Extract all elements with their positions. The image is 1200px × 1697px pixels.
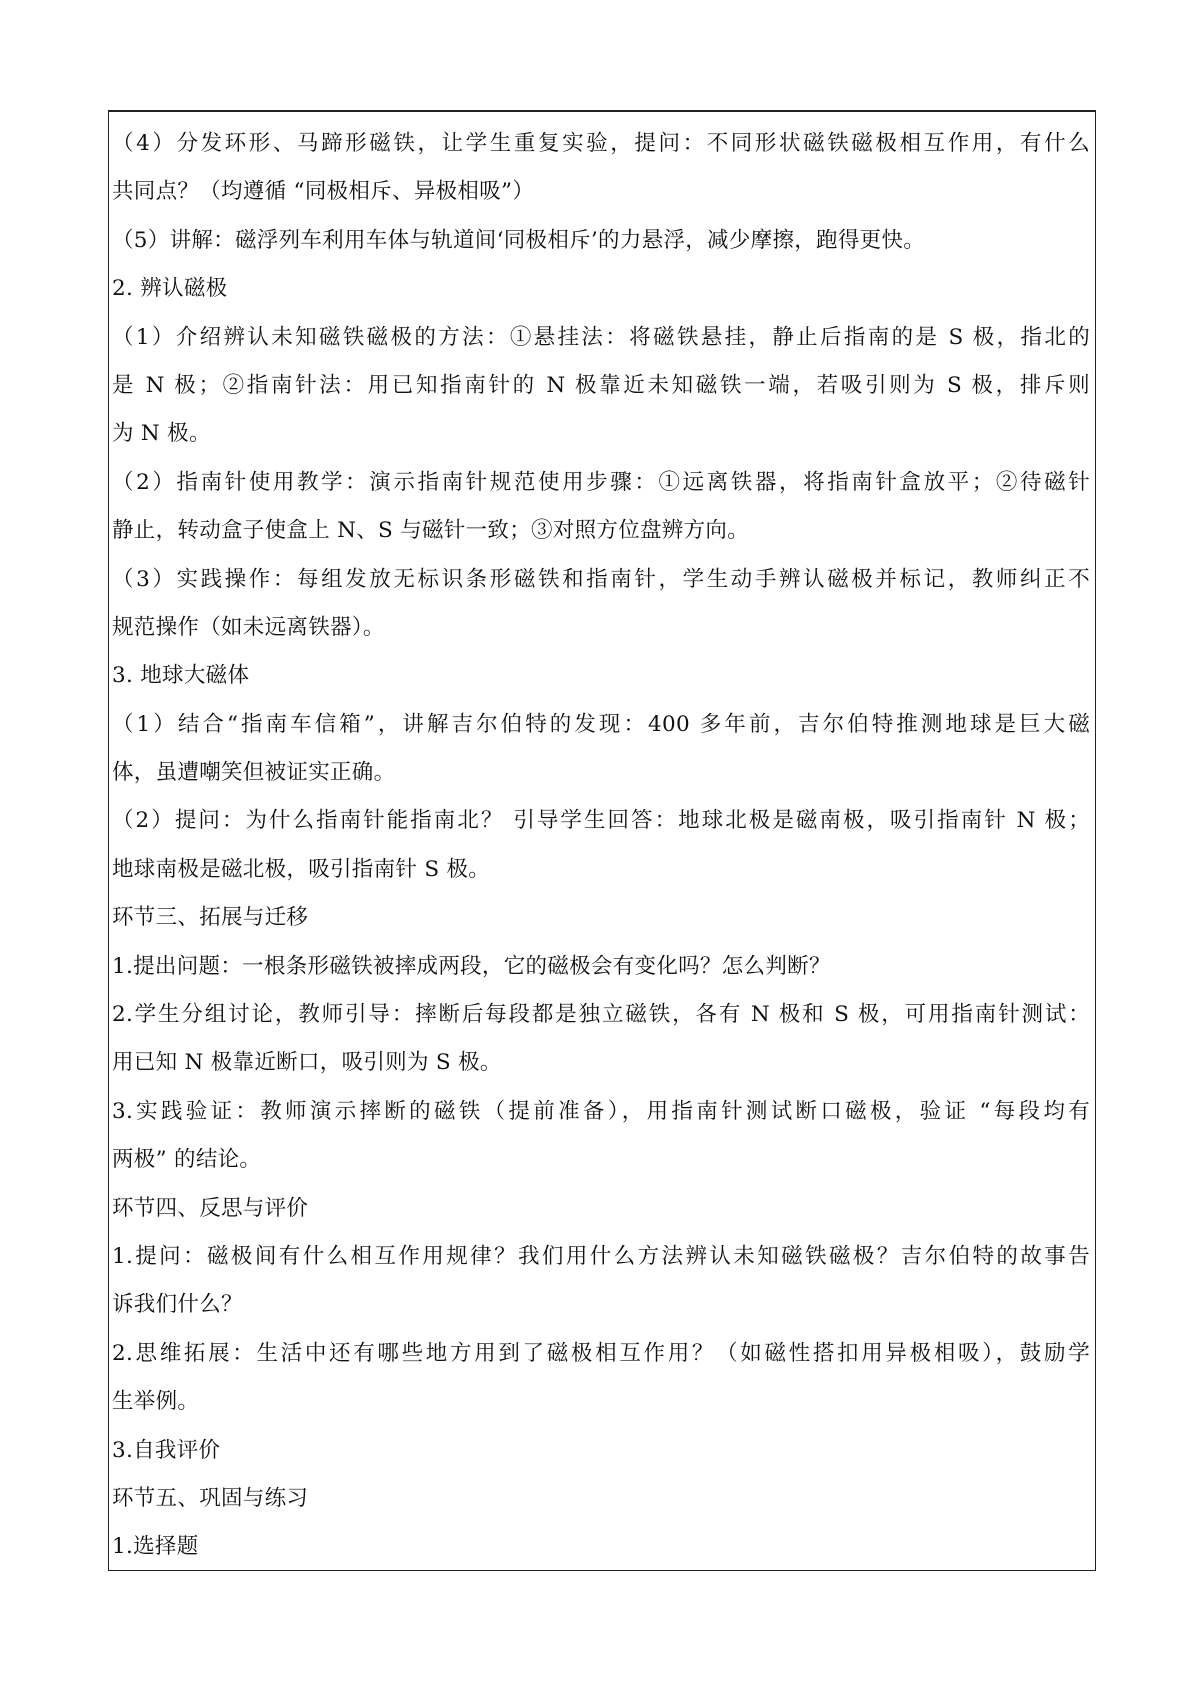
text-line: 3. 地球大磁体 [112,663,250,689]
text-line: 环节四、反思与评价 [112,1195,309,1221]
text-line: （1）介绍辨认未知磁铁磁极的方法：①悬挂法：将磁铁悬挂，静止后指南的是 S 极，指北的 [112,324,1090,350]
text-line: 体，虽遭嘲笑但被证实正确。 [112,760,396,786]
text-line: 2.思维拓展：生活中还有哪些地方用到了磁极相互作用？（如磁性搭扣用异极相吸），鼓励学 [112,1340,1090,1366]
text-line: 诉我们什么？ [112,1292,243,1318]
text-line: 3.实践验证：教师演示摔断的磁铁（提前准备），用指南针测试断口磁极，验证 “每段均有 [112,1098,1090,1124]
text-line: 1.提问：磁极间有什么相互作用规律？我们用什么方法辨认未知磁铁磁极？吉尔伯特的故事告 [112,1243,1090,1269]
text-line: 地球南极是磁北极，吸引指南针 S 极。 [112,856,491,882]
text-line: 共同点？（均遵循 “同极相斥、异极相吸”） [112,179,535,205]
text-line: （1）结合“指南车信箱”，讲解吉尔伯特的发现：400 多年前，吉尔伯特推测地球是巨大磁 [112,711,1090,737]
text-line: 1.提出问题：一根条形磁铁被摔成两段，它的磁极会有变化吗？怎么判断？ [112,953,831,979]
text-line: 2.学生分组讨论，教师引导：摔断后每段都是独立磁铁，各有 N 极和 S 极，可用指南针测试： [112,1002,1090,1028]
text-line: 为 N 极。 [112,421,211,447]
text-line: 3.自我评价 [112,1437,221,1463]
text-line: 规范操作（如未远离铁器）。 [112,614,385,640]
text-line: 静止，转动盒子使盒上 N、S 与磁针一致；③对照方位盘辨方向。 [112,518,750,544]
text-line: 环节五、巩固与练习 [112,1485,309,1511]
text-line: 生举例。 [112,1389,200,1415]
text-line: （2）指南针使用教学：演示指南针规范使用步骤：①远离铁器，将指南针盒放平；②待磁针 [112,469,1090,495]
text-line: （4）分发环形、马蹄形磁铁，让学生重复实验，提问：不同形状磁铁磁极相互作用，有什么 [112,131,1090,156]
text-line: （5）讲解：磁浮列车利用车体与轨道间‘同极相斥’的力悬浮，减少摩擦，跑得更快。 [112,227,926,253]
text-line: 环节三、拓展与迁移 [112,905,309,931]
text-line: （2）提问：为什么指南针能指南北？ 引导学生回答：地球北极是磁南极，吸引指南针 N 极； [112,808,1090,834]
lesson-plan-table-cell [108,110,1096,1571]
text-line: （3）实践操作：每组发放无标识条形磁铁和指南针，学生动手辨认磁极并标记，教师纠正不 [112,566,1090,592]
text-line: 1.选择题 [112,1534,199,1560]
text-line: 2. 辨认磁极 [112,276,228,302]
text-line: 是 N 极；②指南针法：用已知指南针的 N 极靠近未知磁铁一端，若吸引则为 S 极，排斥则 [112,372,1090,398]
text-line: 两极” 的结论。 [112,1147,262,1173]
text-line: 用已知 N 极靠近断口，吸引则为 S 极。 [112,1050,502,1076]
lesson-plan-content [112,120,1090,1572]
